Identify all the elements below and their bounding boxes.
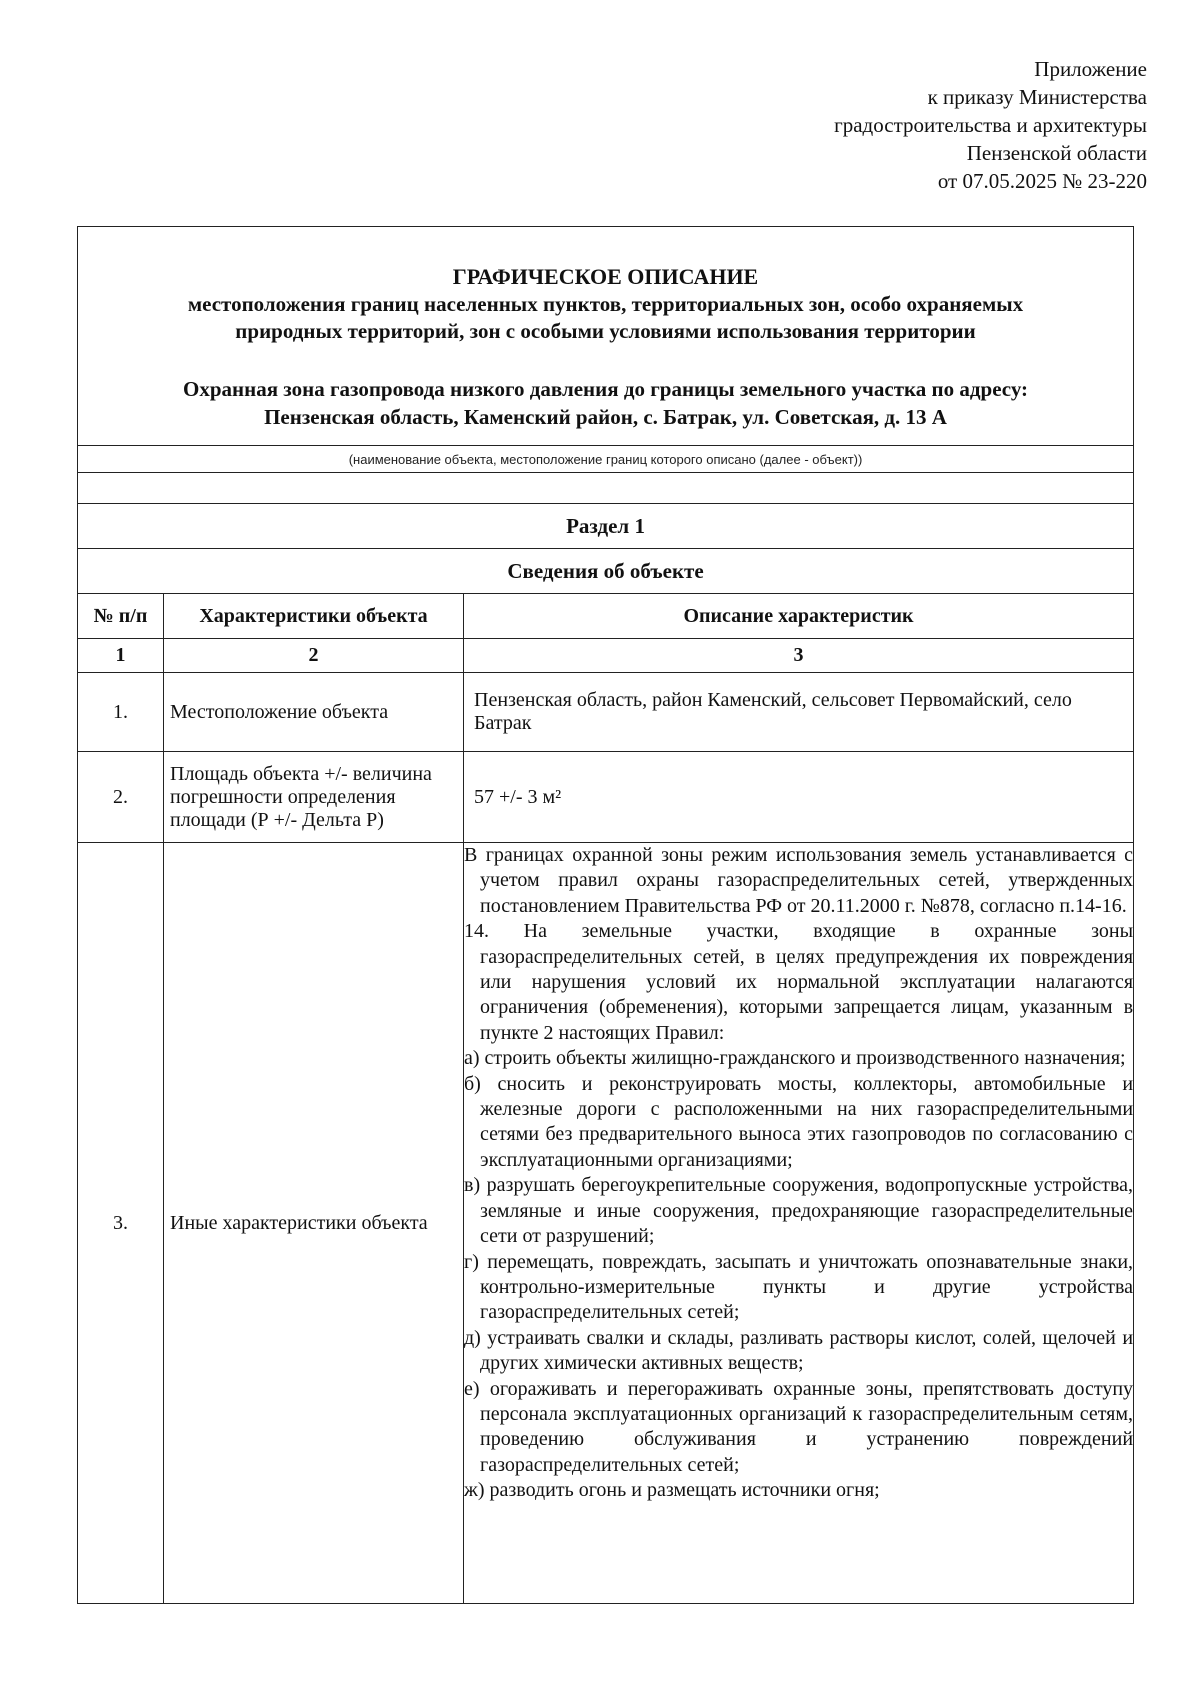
appendix-line: Пензенской области [966, 141, 1147, 165]
description-paragraph: а) строить объекты жилищно-гражданского и производственного назначения; [464, 1047, 1126, 1070]
object-name-line: Охранная зона газопровода низкого давления до границы земельного участка по адресу: [182, 377, 1029, 401]
appendix-line: градостроительства и архитектуры [834, 113, 1147, 137]
table-row [78, 843, 1134, 1604]
appendix-line: от 07.05.2025 № 23-220 [937, 169, 1147, 193]
appendix-line: Приложение [1034, 57, 1147, 81]
section-subtitle: Сведения об объекте [78, 549, 1134, 594]
column-header: № п/п [78, 594, 164, 639]
column-number: 2 [164, 639, 464, 673]
row-characteristic: Местоположение объекта [164, 673, 464, 752]
description-paragraph: б) сносить и реконструировать мосты, коллекторы, автомобильные и железные дороги с расположенными на них газораспределительными сетями без предварительного выноса этих газопроводов по согласованию с эксплуатационными организациями; [464, 1072, 1134, 1171]
description-paragraph: В границах охранной зоны режим использования земель устанавливается с учетом правил охраны газораспределительных сетей, утвержденных постановлением Правительства РФ от 20.11.2000 г. №878, согласно п.14-16. [464, 844, 1134, 917]
object-name-line: Пензенская область, Каменский район, с. Батрак, ул. Советская, д. 13 А [264, 405, 947, 429]
appendix-block [627, 55, 1147, 195]
document-header [78, 227, 1134, 446]
row-characteristic: Иные характеристики объекта [164, 843, 464, 1604]
description-paragraph: ж) разводить огонь и размещать источники огня; [464, 1479, 880, 1502]
column-header: Описание характеристик [464, 594, 1134, 639]
table-row [78, 752, 1134, 843]
document-subtitle-line: местоположения границ населенных пунктов, территориальных зон, особо охраняемых [187, 292, 1024, 316]
document-title: ГРАФИЧЕСКОЕ ОПИСАНИЕ [452, 264, 759, 289]
appendix-line: к приказу Министерства [927, 85, 1147, 109]
description-paragraph: д) устраивать свалки и склады, разливать растворы кислот, солей, щелочей и других химически активных веществ; [464, 1326, 1134, 1375]
description-paragraph: в) разрушать берегоукрепительные сооружения, водопропускные устройства, земляные и иные сооружения, предохраняющие газораспределительные сети от разрушений; [464, 1174, 1134, 1248]
object-caption: (наименование объекта, местоположение границ которого описано (далее - объект)) [78, 446, 1134, 473]
row-description: Пензенская область, район Каменский, сельсовет Первомайский, село Батрак [464, 673, 1134, 752]
description-paragraph: е) огораживать и перегораживать охранные зоны, препятствовать доступу персонала эксплуатационных организаций к газораспределительным сетям, проведению обслуживания и устранению повреждений газораспределительных сетей; [464, 1377, 1134, 1476]
description-paragraph: г) перемещать, повреждать, засыпать и уничтожать опознавательные знаки, контрольно-измерительные пункты и другие устройства газораспределительных сетей; [464, 1250, 1134, 1324]
row-number: 2. [78, 752, 164, 843]
row-characteristic: Площадь объекта +/- величина погрешности определения площади (Р +/- Дельта Р) [164, 752, 464, 843]
row-number: 3. [78, 843, 164, 1604]
description-paragraph: 14. На земельные участки, входящие в охранные зоны газораспределительных сетей, в целях предупреждения их повреждения или нарушения условий их нормальной эксплуатации налагаются ограничения (обременения), которыми запрещается лицам, указанным в пункте 2 настоящих Правил: [464, 920, 1134, 1044]
column-number: 1 [78, 639, 164, 673]
column-number: 3 [464, 639, 1134, 673]
row-number: 1. [78, 673, 164, 752]
row-description: 57 +/- 3 м² [464, 752, 1134, 843]
column-header: Характеристики объекта [164, 594, 464, 639]
document-subtitle-line: природных территорий, зон с особыми условиями использования территории [235, 319, 976, 343]
section-title: Раздел 1 [78, 504, 1134, 549]
table-row [78, 673, 1134, 752]
column-number-row [78, 639, 1134, 673]
description-table [77, 226, 1134, 1604]
row-description [464, 843, 1134, 1604]
table-header-row [78, 594, 1134, 639]
empty-row [78, 473, 1134, 504]
